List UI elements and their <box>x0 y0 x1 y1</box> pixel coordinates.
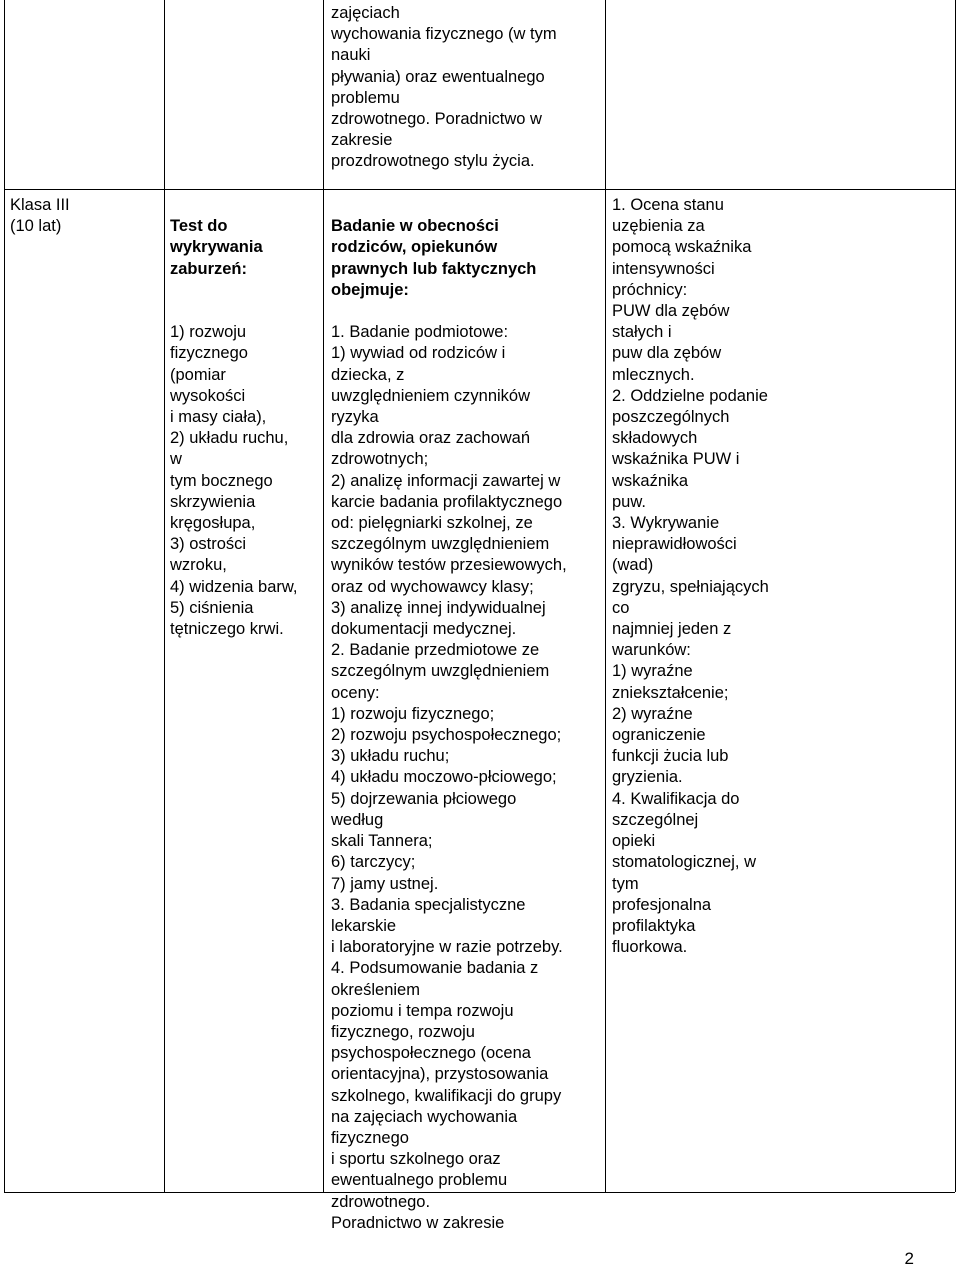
table-divider-1 <box>164 0 165 1192</box>
dental-cell: 1. Ocena stanu uzębienia za pomocą wskaźnika intensywności próchnicy: PUW dla zębów stałych i puw dla zębów mlecznych. 2. Oddzielne podanie poszczególnych składowych wskaźnika PUW i wskaźnika puw. 3. Wykrywanie nieprawidłowości (wad) zgryzu, spełniających co najmniej jeden z warunków: 1) wyraźne zniekształcenie; 2) wyraźne ograniczenie funkcji żucia lub gryzienia. 4. Kwalifikacja do szczególnej opieki stomatologicznej, w tym profesjonalna profilaktyka fluorkowa. <box>612 196 769 957</box>
table-border-right <box>955 0 956 1192</box>
row-separator <box>4 189 955 190</box>
examination-heading: Badanie w obecności rodziców, opiekunów prawnych lub faktycznych obejmuje: <box>331 217 537 299</box>
examination-text: 1. Badanie podmiotowe: 1) wywiad od rodziców i dziecka, z uwzględnieniem czynników ryzyka dla zdrowia oraz zachowań zdrowotnych; 2) analizę informacji zawartej w karcie badania profilaktycznego od: pielęgniarki szkolnej, ze szczególnym uwzględnieniem wyników testów przesiewowych, oraz od wychowawcy klasy; 3) analizę innej indywidualnej dokumentacji medycznej. 2. Badanie przedmiotowe ze szczególnym uwzględnieniem oceny: 1) rozwoju fizycznego; 2) rozwoju psychospołecznego; 3) układu ruchu; 4) układu moczowo-płciowego; 5) dojrzewania płciowego według skali Tannera; 6) tarczycy; 7) jamy ustnej. 3. Badania specjalistyczne lekarskie i laboratoryjne w razie potrzeby. 4. Podsumowanie badania z określeniem poziomu i tempa rozwoju fizycznego, rozwoju psychospołecznego (ocena orientacyjna), przystosowania szkolnego, kwalifikacji do grupy na zajęciach wychowania fizycznego i sportu szkolnego oraz ewentualnego problemu zdrowotnego. Poradnictwo w zakresie <box>331 323 567 1232</box>
test-cell <box>170 195 320 661</box>
class-label: Klasa III (10 lat) <box>10 196 70 236</box>
top-row-col3-text: zajęciach wychowania fizycznego (w tym nauki pływania) oraz ewentualnego problemu zdrowotnego. Poradnictwo w zakresie prozdrowotnego stylu życia. <box>331 4 557 171</box>
page-number: 2 <box>904 1249 914 1268</box>
test-list: 1) rozwoju fizycznego (pomiar wysokości i masy ciała), 2) układu ruchu, w tym bocznego skrzywienia kręgosłupa, 3) ostrości wzroku, 4) widzenia barw, 5) ciśnienia tętniczego krwi. <box>170 323 298 639</box>
test-heading: Test do wykrywania zaburzeń: <box>170 217 263 278</box>
examination-cell <box>331 195 603 1255</box>
table-divider-2 <box>323 0 324 1192</box>
table-border-left <box>4 0 5 1192</box>
table-divider-3 <box>605 0 606 1192</box>
